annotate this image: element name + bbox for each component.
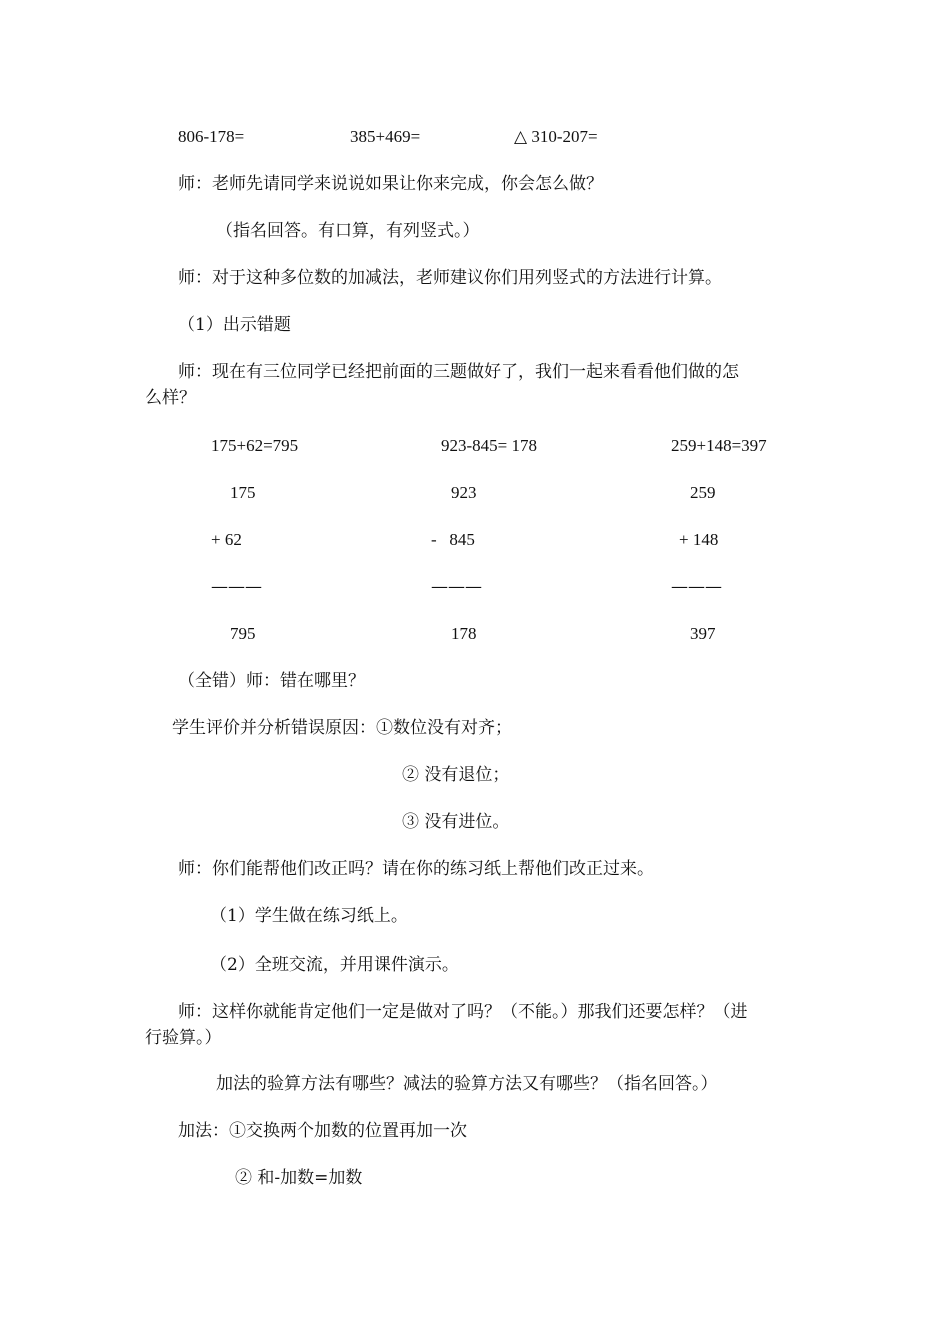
vertical-1-operand: + 62 bbox=[211, 530, 242, 549]
addition-method-1: 加法：①交换两个加数的位置再加一次 bbox=[178, 1121, 467, 1141]
vertical-3-result: 397 bbox=[690, 624, 716, 643]
vertical-2-operand: - 845 bbox=[431, 530, 475, 549]
vertical-3-operand: + 148 bbox=[679, 530, 719, 549]
addition-method-2: ② 和-加数=加数 bbox=[235, 1168, 363, 1188]
paragraph-teacher-correct: 师：你们能帮他们改正吗？请在你的练习纸上帮他们改正过来。 bbox=[178, 859, 654, 879]
vertical-1-result: 795 bbox=[230, 624, 256, 643]
vertical-2-bar: ——— bbox=[431, 577, 482, 597]
vertical-1-bar: ——— bbox=[211, 577, 262, 597]
paragraph-teacher-question: 师：老师先请同学来说说如果让你来完成，你会怎么做？ bbox=[178, 174, 603, 194]
paragraph-verify-methods: 加法的验算方法有哪些？减法的验算方法又有哪些？（指名回答。） bbox=[216, 1074, 718, 1094]
vertical-1-top: 175 bbox=[230, 483, 256, 502]
wrong-equation-2: 923-845= 178 bbox=[441, 436, 537, 455]
vertical-2-result: 178 bbox=[451, 624, 477, 643]
exercise-expression-2: 385+469= bbox=[350, 127, 421, 146]
wrong-equation-1: 175+62=795 bbox=[211, 436, 299, 455]
correction-step-1: （1）学生做在练习纸上。 bbox=[210, 906, 408, 926]
correction-step-2: （2）全班交流，并用课件演示。 bbox=[210, 955, 459, 975]
paragraph-verify-line2: 行验算。） bbox=[145, 1028, 222, 1048]
vertical-3-top: 259 bbox=[690, 483, 716, 502]
error-reason-1: 学生评价并分析错误原因：①数位没有对齐； bbox=[172, 718, 512, 738]
wrong-equation-3: 259+148=397 bbox=[671, 436, 767, 455]
section-heading-wrong-questions: （1）出示错题 bbox=[178, 315, 291, 335]
paragraph-verify-line1: 师：这样你就能肯定他们一定是做对了吗？（不能。）那我们还要怎样？（进 bbox=[178, 1002, 748, 1022]
paragraph-student-answer: （指名回答。有口算，有列竖式。） bbox=[216, 221, 480, 241]
error-reason-2: ② 没有退位； bbox=[402, 765, 510, 785]
paragraph-teacher-suggestion: 师：对于这种多位数的加减法，老师建议你们用列竖式的方法进行计算。 bbox=[178, 268, 722, 288]
error-reason-3: ③ 没有进位。 bbox=[402, 812, 510, 832]
exercise-expression-1: 806-178= bbox=[178, 127, 245, 146]
paragraph-teacher-show-line1: 师：现在有三位同学已经把前面的三题做好了，我们一起来看看他们做的怎 bbox=[178, 362, 739, 382]
paragraph-teacher-show-line2: 么样？ bbox=[145, 388, 196, 408]
paragraph-where-wrong: （全错）师：错在哪里？ bbox=[178, 671, 365, 691]
vertical-3-bar: ——— bbox=[671, 577, 722, 597]
exercise-expression-3: △ 310-207= bbox=[514, 127, 598, 146]
vertical-2-top: 923 bbox=[451, 483, 477, 502]
